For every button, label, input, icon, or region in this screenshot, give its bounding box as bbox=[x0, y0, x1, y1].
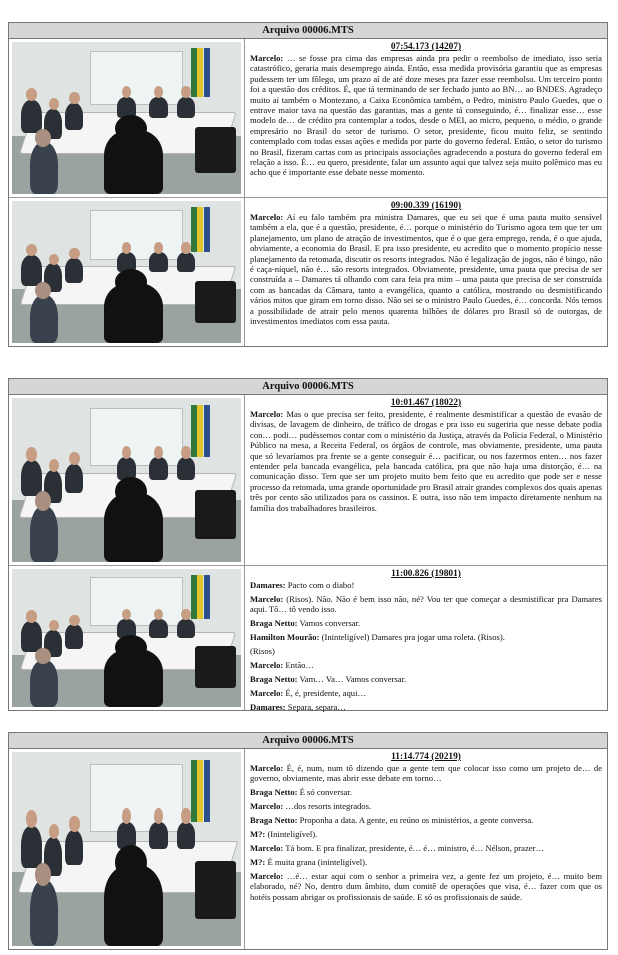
speech-text: …dos resorts integrados. bbox=[285, 801, 372, 812]
speech-text: É, é, num, num tô dizendo que a gente tem que colocar isso como um projeto de… de governo, obviamente, mas abrir esse debate em torno… bbox=[250, 763, 603, 784]
speech-line bbox=[250, 871, 602, 902]
speech-text: É só conversar. bbox=[299, 787, 352, 798]
speech-text: Vamos conversar. bbox=[299, 618, 361, 629]
meeting-photo bbox=[12, 201, 241, 343]
speaker-name: Marcelo: bbox=[250, 801, 284, 812]
transcript-text bbox=[245, 749, 607, 949]
speech-text: Tá bom. E pra finalizar, presidente, é… é… ministro, é… Nélson, prazer… bbox=[285, 842, 545, 853]
speech-line bbox=[250, 212, 602, 326]
transcript-section bbox=[8, 22, 608, 347]
speech-line bbox=[250, 843, 602, 853]
speech-text: (Risos). Não. Não é bem isso não, né? Vou ter que começar a desmistificar pra Damares aqui. Tô… tô vendo isso. bbox=[250, 593, 602, 615]
speech-line bbox=[250, 829, 602, 839]
section-title: Arquivo 00006.MTS bbox=[9, 379, 607, 395]
speech-line bbox=[250, 674, 602, 684]
timestamp: 07:54.173 (14207) bbox=[390, 42, 462, 52]
speaker-name: Marcelo: bbox=[250, 212, 284, 222]
speech-text: … se fosse pra cima das empresas ainda pra pedir o reembolso de imediato, isso seria catastrófico, geraria mais desemprego ainda. Então, essa medida provisória garantiu que as empresas pudessem ter um fôlego, um prazo aí de até doze meses pra fazer esse reembolso. Um terceiro ponto foi a questão dos créditos. É, que tá terminando de ser fechado junto ao BN… ao BNDES. Agradeço muito aí também o Montezano, a Caixa Econômica também, o Pedro, ministro Paulo Guedes, que o entrave maior tava na questão das garantias, mas a gente tá conseguindo, é… finalizar esse… esse modelo de… de crédito pra contemplar a todos, desde o MEI, ao micro, pequeno, o médio, o grande empresário no Brasil do setor de turismo. O setor, presidente, ficou muito feliz, se sentindo contemplado com todas essas ações e medida por parte do governo federal. Então, o setor do turismo no Brasil, fizeram cartas com as principais associações agradecendo a postura do governo federal em relação a isso. É… eu quero, presidente, falar um assunto aqui que talvez seja muito polêmico mas eu acho que é importante esse debate nesse momento. bbox=[250, 53, 602, 178]
meeting-photo bbox=[12, 42, 241, 194]
speech-text: …é… estar aqui com o senhor a primeira vez, a gente fez um projeto, é… muito bem elaborado, né? No, dentro dum âmbito, dum comitê de operações que visa, é… fazer com que os hotéis possam abrigar os profissionais de saúde. E só os profissionais de saúde. bbox=[250, 870, 602, 902]
video-frame bbox=[9, 39, 245, 197]
speaker-name: Braga Netto: bbox=[250, 618, 298, 629]
meeting-photo bbox=[12, 569, 241, 707]
transcript-row bbox=[9, 749, 607, 949]
timestamp: 09:00.339 (16190) bbox=[390, 201, 462, 211]
speaker-name: Braga Netto: bbox=[250, 787, 298, 798]
speaker-name: Braga Netto: bbox=[250, 673, 298, 684]
speech-text: (Ininteligível). bbox=[267, 829, 318, 840]
section-title: Arquivo 00006.MTS bbox=[9, 733, 607, 749]
transcript-text bbox=[245, 39, 607, 197]
speaker-name: Marcelo: bbox=[250, 409, 284, 419]
transcript-text bbox=[245, 566, 607, 710]
speech-text: (Ininteligível) Damares pra jogar uma roleta. (Risos). bbox=[321, 632, 505, 643]
speaker-name: Hamilton Mourão: bbox=[250, 632, 320, 643]
transcript-row bbox=[9, 566, 607, 710]
speaker-name: Marcelo: bbox=[250, 687, 284, 698]
speech-line bbox=[250, 53, 602, 178]
speaker-name: Marcelo: bbox=[250, 842, 284, 853]
speech-line bbox=[250, 857, 602, 867]
transcript-text bbox=[245, 395, 607, 565]
speech-text: Mas o que precisa ser feito, presidente, é realmente desmistificar a questão de evasão de divisas, de lavagem de dinheiro, de tráfico de drogas e pra isso eu sugeriria que nesse debate podia con… podi… pudéssemos contar com o ministério da Justiça, através da Polícia Federal, o Ministério Público na mesa, a Receita Federal, os órgãos de controle, mas obviamente, presidente, uma pauta que só levaríamos pra frente se a gente conseguir é… pacificar, ou nos fazermos enten… nos fazer entender pela bancada evangélica, pela bancada católica, pra que não haja uma distorção, é… na comunicação disso. Tem que ser um projeto muito bem feito que eu acredito que pode ser e nesse processo da retomada, uma grande oportunidade pro Brasil atrair grandes complexos dos quais apenas três por cento são utilizados para os cassinos. E outra, isso não tem impacto diretamente nenhum na família dos trabalhadores brasileiros. bbox=[250, 409, 602, 513]
speech-text: É muita grana (ininteligível). bbox=[267, 856, 368, 867]
speech-line bbox=[250, 594, 602, 615]
timestamp: 11:00.826 (19801) bbox=[391, 569, 461, 579]
speech-line bbox=[250, 688, 602, 698]
speech-line bbox=[250, 815, 602, 825]
speaker-name: Damares: bbox=[250, 701, 286, 712]
speaker-name: Marcelo: bbox=[250, 659, 284, 670]
speech-text: Aí eu falo também pra ministra Damares, que eu sei que é uma pauta muito sensível também a ela, que é a questão, presidente, é… porque o ministério do Turismo agora tem que ter um planejamento, um plano de atração de investimentos, que é o que gera emprego, renda, é o que ajuda, obviamente, a economia do Brasil. E pra isso presidente, eu acredito que o momento propício nesse planejamento da retomada, discutir os resorts integrados. Não é legalização de jogos, não é bingo, não é caça-níquel, não é… são resorts integrados. Obviamente, presidente, uma pauta que precisa de ser construída a – Damares tá olhando com cara feia pra mim – uma pauta que precisa de ser construída com as bancadas da Câmara, tanto a evangélica, quanto a católica, mostrando ou desmistificando vários mitos que giram em torno disso. Não sei se o ministro Paulo Guedes, é… concorda. Nós temos a possibilidade de atrair pelo menos quarenta bilhões de dólares pro Brasil só de outorgas, de investimentos imediatos com essa pauta. bbox=[250, 212, 602, 327]
transcript-section bbox=[8, 732, 608, 950]
speech-line bbox=[250, 580, 602, 590]
speech-text: Proponha a data. A gente, eu reúno os ministérios, a gente conversa. bbox=[299, 815, 534, 826]
speech-line bbox=[250, 763, 602, 784]
transcript-row bbox=[9, 198, 607, 346]
speaker-name: Marcelo: bbox=[250, 53, 284, 63]
speaker-name: Damares: bbox=[250, 580, 286, 590]
video-frame bbox=[9, 566, 245, 710]
speech-line bbox=[250, 702, 602, 712]
speech-line bbox=[250, 660, 602, 670]
speech-line bbox=[250, 787, 602, 797]
video-frame bbox=[9, 749, 245, 949]
speech-line bbox=[250, 632, 602, 642]
speech-line bbox=[250, 409, 602, 513]
speaker-name: Marcelo: bbox=[250, 763, 284, 773]
speaker-name: Braga Netto: bbox=[250, 815, 298, 826]
transcript-row bbox=[9, 395, 607, 566]
speech-text: Então… bbox=[285, 659, 315, 670]
speech-text: Separa, separa… bbox=[287, 701, 347, 712]
speech-text: É, é, presidente, aqui… bbox=[285, 687, 367, 698]
speech-line bbox=[250, 618, 602, 628]
speech-line bbox=[250, 646, 602, 656]
video-frame bbox=[9, 395, 245, 565]
speaker-name: M?: bbox=[250, 856, 266, 867]
transcript-row bbox=[9, 39, 607, 198]
speech-text: (Risos) bbox=[250, 646, 275, 657]
meeting-photo bbox=[12, 752, 241, 946]
transcript-section bbox=[8, 378, 608, 711]
timestamp: 10:01.467 (18022) bbox=[390, 398, 462, 408]
video-frame bbox=[9, 198, 245, 346]
transcript-text bbox=[245, 198, 607, 346]
meeting-photo bbox=[12, 398, 241, 562]
speaker-name: M?: bbox=[250, 829, 266, 840]
speech-line bbox=[250, 801, 602, 811]
speech-text: Vam… Va… Vamos conversar. bbox=[299, 673, 407, 684]
speech-text: Pacto com o diabo! bbox=[287, 580, 355, 590]
timestamp: 11:14.774 (20219) bbox=[391, 752, 461, 762]
speaker-name: Marcelo: bbox=[250, 593, 284, 604]
section-title: Arquivo 00006.MTS bbox=[9, 23, 607, 39]
speaker-name: Marcelo: bbox=[250, 870, 284, 881]
